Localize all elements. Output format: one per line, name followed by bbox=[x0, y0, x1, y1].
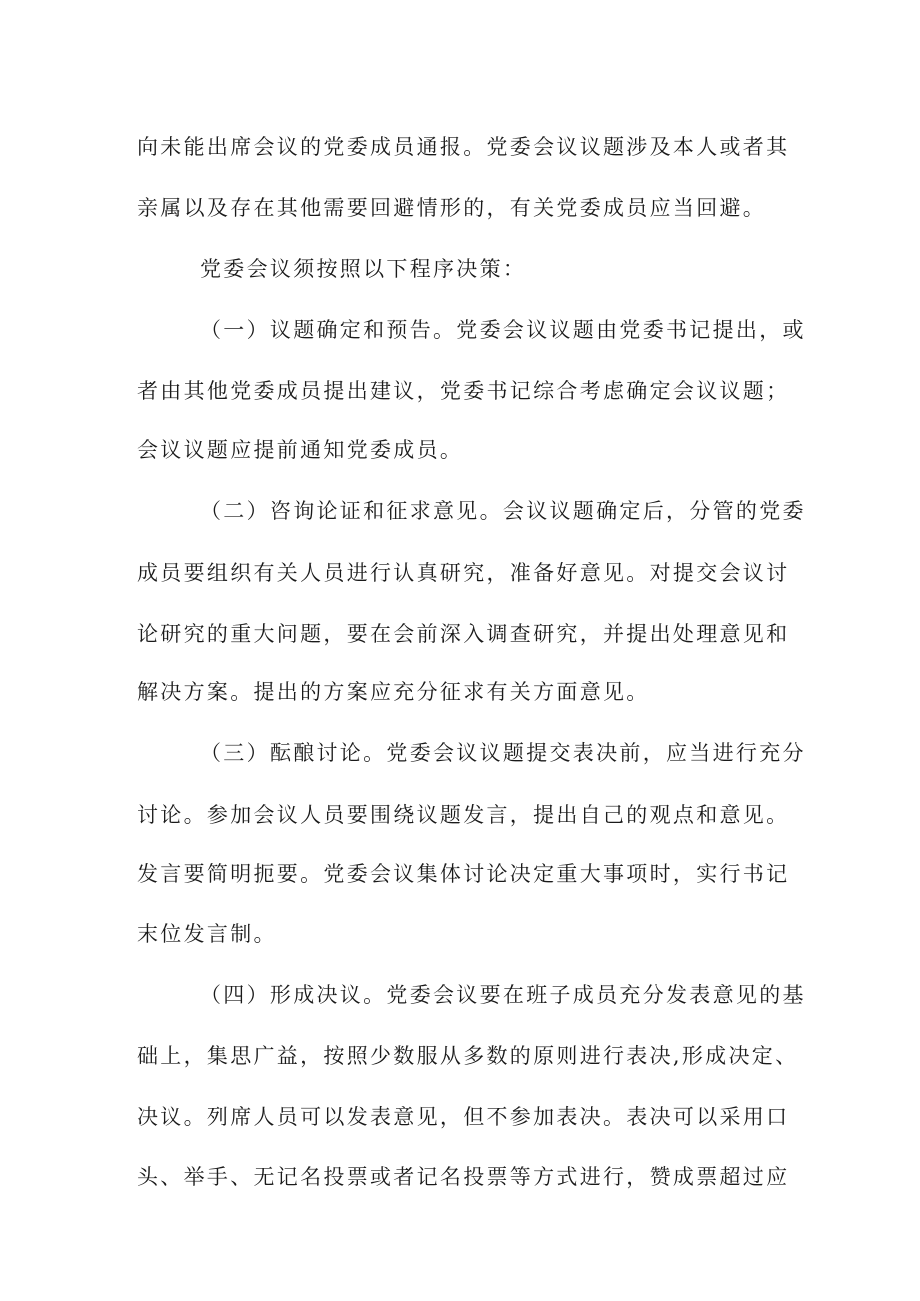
text-line: 末位发言制。 bbox=[137, 922, 277, 946]
text-line: 发言要简明扼要。党委会议集体讨论决定重大事项时，实行书记 bbox=[137, 862, 790, 886]
text-line: 论研究的重大问题，要在会前深入调查研究，并提出处理意见和 bbox=[137, 622, 790, 646]
text-line: 决议。列席人员可以发表意见，但不参加表决。表决可以采用口 bbox=[137, 1105, 790, 1129]
text-line: 讨论。参加会议人员要围绕议题发言，提出自己的观点和意见。 bbox=[137, 803, 790, 827]
text-line: 亲属以及存在其他需要回避情形的，有关党委成员应当回避。 bbox=[137, 196, 767, 220]
text-line: 会议议题应提前通知党委成员。 bbox=[137, 438, 464, 462]
paragraph-start-line: （一）议题确定和预告。党委会议议题由党委书记提出，或 bbox=[200, 318, 806, 342]
text-line: 头、举手、无记名投票或者记名投票等方式进行，赞成票超过应 bbox=[137, 1165, 790, 1189]
paragraph-start-line: （四）形成决议。党委会议要在班子成员充分发表意见的基 bbox=[200, 983, 806, 1007]
text-line: 础上，集思广益，按照少数服从多数的原则进行表决,形成决定、 bbox=[137, 1044, 799, 1068]
paragraph-start-line: （三）酝酿讨论。党委会议议题提交表决前，应当进行充分 bbox=[200, 741, 806, 765]
paragraph-start-line: （二）咨询论证和征求意见。会议议题确定后，分管的党委 bbox=[200, 499, 806, 523]
text-line: 成员要组织有关人员进行认真研究，准备好意见。对提交会议讨 bbox=[137, 561, 790, 585]
text-line: 向未能出席会议的党委成员通报。党委会议议题涉及本人或者其 bbox=[137, 135, 790, 159]
text-line: 者由其他党委成员提出建议，党委书记综合考虑确定会议议题； bbox=[137, 379, 790, 403]
paragraph-start-line: 党委会议须按照以下程序决策： bbox=[200, 257, 527, 281]
text-line: 解决方案。提出的方案应充分征求有关方面意见。 bbox=[137, 680, 650, 704]
